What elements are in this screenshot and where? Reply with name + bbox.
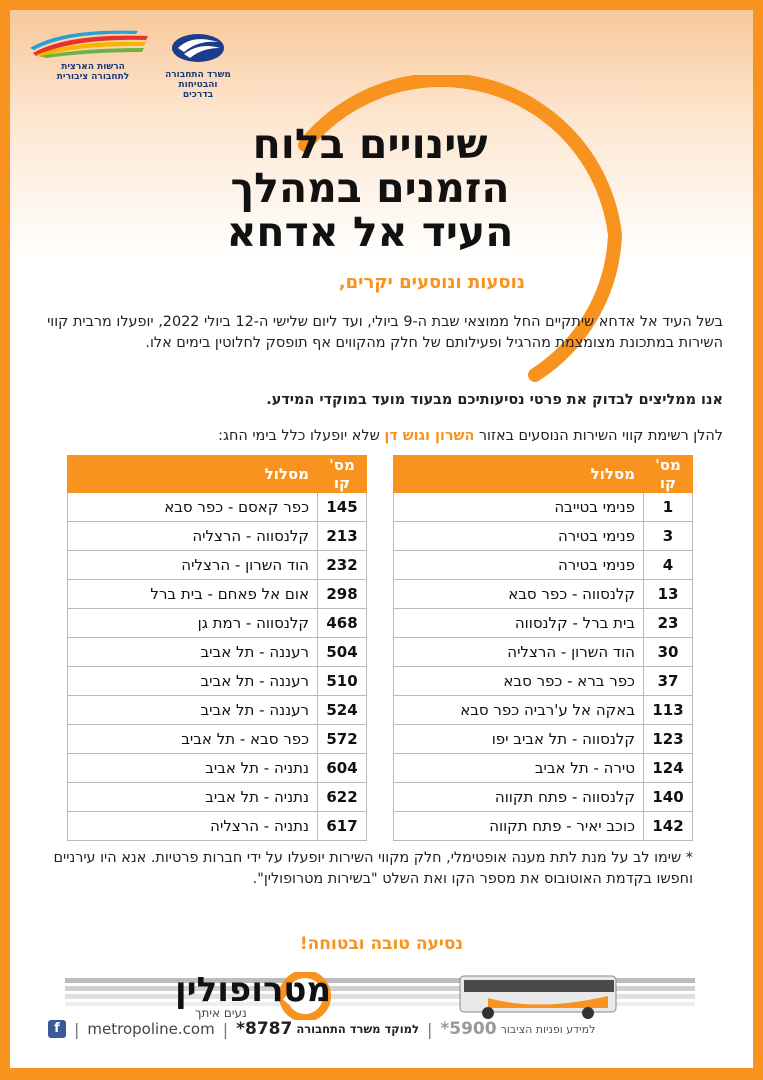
listing-intro [40,428,723,444]
line-number: 140 [644,783,693,812]
route-name: הוד השרון - הרצליה [394,638,644,667]
listing-text-start: להלן רשימת קווי השירות הנוסעים באזור [474,428,723,444]
footer-divider: | [222,1019,229,1039]
bus-illustration [458,972,618,1020]
table-row [394,638,693,667]
national-transport-authority-logo [28,28,158,88]
line-number: 572 [318,725,367,754]
brand-slogan: נעים איתך [195,1006,247,1020]
routes-table-body [394,493,693,841]
line-number: 123 [644,725,693,754]
line-number: 617 [318,812,367,841]
table-row [68,754,367,783]
line-number: 468 [318,609,367,638]
line-number: 23 [644,609,693,638]
authority-name-line2: לתחבורה ציבורית [56,72,130,82]
route-name: פנימי בטייבה [394,493,644,522]
route-name: הוד השרון - הרצליה [68,551,318,580]
table-row [394,667,693,696]
public-inquiries-label: למידע ופניות הציבור [500,1022,596,1036]
routes-table-right [393,455,693,841]
footer-divider: | [74,1019,80,1039]
authority-logo-icon [28,28,158,58]
table-row [68,609,367,638]
column-header-route: מסלול [394,456,644,493]
route-name: כפר ברא - כפר סבא [394,667,644,696]
table-row [394,493,693,522]
recommendation: אנו ממליצים לבדוק את פרטי נסיעותיכם מבעוד מועד במוקדי המידע. [266,392,723,408]
table-row [68,667,367,696]
table-row [394,783,693,812]
ministry-name-line1: משרד התחבורה [165,70,231,80]
route-name: כוכב יאיר - פתח תקווה [394,812,644,841]
route-name: קלנסווה - רמת גן [68,609,318,638]
route-name: אום אל פאחם - בית ברל [68,580,318,609]
intro-paragraph: בשל העיד אל אדחא שיתקיים החל ממוצאי שבת ה-9 ביולי, ועד ליום שלישי ה-12 ביולי 2022, יופעלו מרבית קווי השירות במתכונת מצומצמת מהרגיל ופעילותם של חלק מהקווים אף תופסק לחלוטין בימים אלו. [47,314,723,351]
table-row [394,551,693,580]
title-line: הזמנים במהלך [230,164,510,212]
line-number: 30 [644,638,693,667]
route-name: כפר קאסם - כפר סבא [68,493,318,522]
table-row [68,725,367,754]
table-row [68,493,367,522]
line-number: 124 [644,754,693,783]
table-row [68,580,367,609]
line-number: 213 [318,522,367,551]
line-number: 37 [644,667,693,696]
ministry-logo-icon [162,28,234,66]
table-row [68,783,367,812]
routes-table-body [68,493,367,841]
line-number: 4 [644,551,693,580]
table-row [394,609,693,638]
table-row [68,551,367,580]
route-name: רעננה - תל אביב [68,638,318,667]
listing-region-highlight: השרון וגוש דן [384,428,475,444]
table-row [68,638,367,667]
route-name: רעננה - תל אביב [68,667,318,696]
greeting: נוסעות ונוסעים יקרים, [338,272,525,293]
route-name: קלנסווה - כפר סבא [394,580,644,609]
line-number: 604 [318,754,367,783]
table-row [394,696,693,725]
line-number: 622 [318,783,367,812]
route-name: באקה אל ע'רביה כפר סבא [394,696,644,725]
title-line: העיד אל אדחא [226,208,514,256]
authority-name-line1: הרשות הארצית [61,62,125,72]
routes-table-left [67,455,367,841]
public-inquiries-number: *5900 [440,1019,497,1039]
line-number: 510 [318,667,367,696]
table-row [394,580,693,609]
line-number: 504 [318,638,367,667]
line-number: 232 [318,551,367,580]
table-row [68,696,367,725]
poster-sheet [10,10,753,1068]
table-row [68,522,367,551]
column-header-line: מס' קו [318,456,367,493]
line-number: 13 [644,580,693,609]
title-line: שינויים בלוח [252,120,488,168]
line-number: 145 [318,493,367,522]
table-header-row [68,456,367,493]
facebook-icon[interactable]: f [48,1020,66,1038]
table-row [394,754,693,783]
route-name: קלנסווה - פתח תקווה [394,783,644,812]
route-name: קלנסווה - תל אביב יפו [394,725,644,754]
ministry-hotline-label: למוקד משרד התחבורה [296,1022,419,1036]
column-header-route: מסלול [68,456,318,493]
route-name: פנימי בטירה [394,551,644,580]
line-number: 3 [644,522,693,551]
ministry-of-transport-logo [162,28,234,98]
column-header-line: מס' קו [644,456,693,493]
route-name: כפר סבא - תל אביב [68,725,318,754]
page-title [160,122,580,254]
route-name: רעננה - תל אביב [68,696,318,725]
table-header-row [394,456,693,493]
route-name: נתניה - תל אביב [68,783,318,812]
table-row [68,812,367,841]
route-name: בית ברל - קלנסווה [394,609,644,638]
ministry-hotline-number: *8787 [236,1019,293,1039]
farewell-message: נסיעה טובה ובטוחה! [299,934,464,954]
table-row [394,522,693,551]
contact-footer [48,1016,700,1042]
line-number: 1 [644,493,693,522]
route-name: נתניה - הרצליה [68,812,318,841]
line-number: 298 [318,580,367,609]
route-name: טירה - תל אביב [394,754,644,783]
listing-text-end: שלא יופעלו כלל בימי החג: [218,428,385,444]
table-row [394,725,693,754]
route-name: קלנסווה - הרצליה [68,522,318,551]
table-row [394,812,693,841]
line-number: 113 [644,696,693,725]
brand-name: מטרופולין [175,970,332,1010]
ministry-name-line2: והבטיחות בדרכים [178,80,218,100]
route-name: פנימי בטירה [394,522,644,551]
website-link[interactable]: metropoline.com [87,1020,215,1038]
route-name: נתניה - תל אביב [68,754,318,783]
footer-divider: | [426,1019,433,1039]
private-operator-note: * שימו לב על מנת לתת מענה אופטימלי, חלק מקווי השירות יופעלו על ידי חברות פרטיות. אנא היו עירניים וחפשו בקדמת האוטובוס את מספר הקו ואת השלט "בשירות מטרופולין". [53,850,693,887]
line-number: 142 [644,812,693,841]
line-number: 524 [318,696,367,725]
